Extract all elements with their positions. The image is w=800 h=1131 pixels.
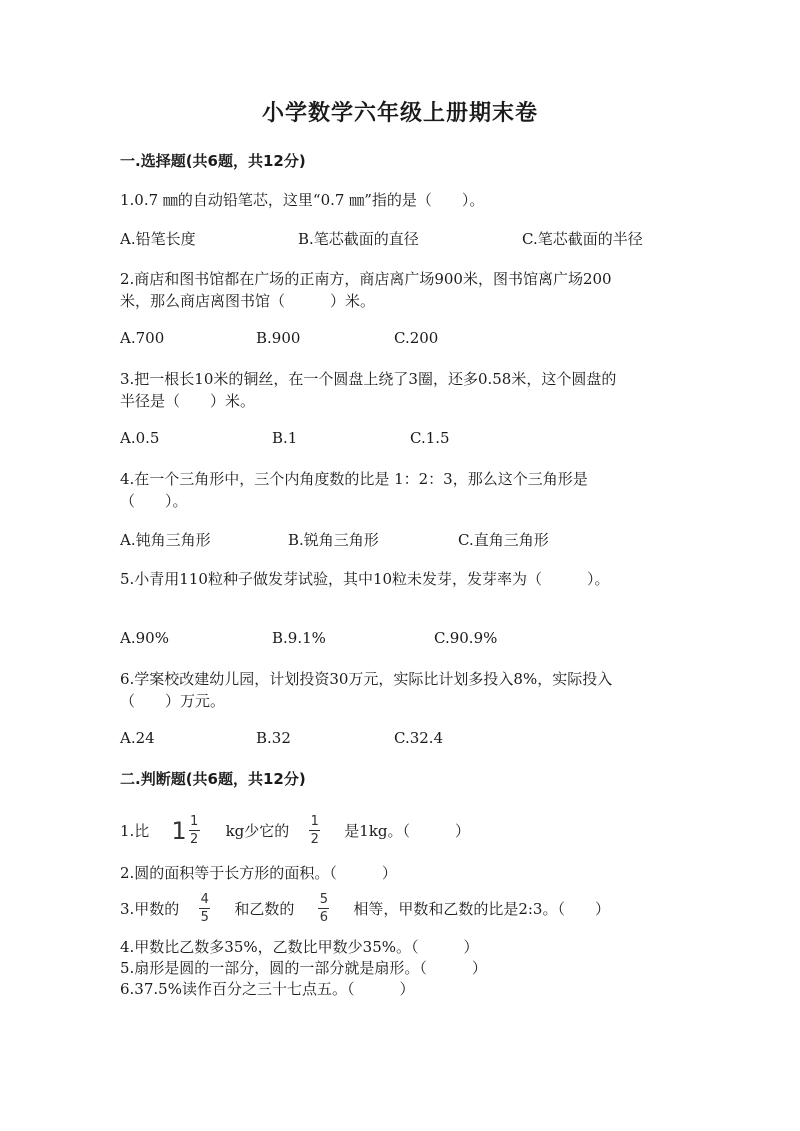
fraction-one-half-b bbox=[309, 814, 320, 847]
choice-q4-option-c: C.直角三角形 bbox=[458, 531, 549, 549]
choice-q3-text-line1: 3.把一根长10米的铜丝，在一个圆盘上绕了3圈，还多0.58米，这个圆盘的 bbox=[120, 370, 617, 388]
fraction-denominator: 5 bbox=[200, 910, 209, 925]
judge-q1-prefix: 1.比 bbox=[120, 822, 150, 840]
choice-q5-text: 5.小青用110粒种子做发芽试验，其中10粒未发芽，发芽率为（ ）。 bbox=[120, 570, 610, 588]
fraction-five-sixths bbox=[318, 892, 329, 925]
choice-q5-option-b: B.9.1% bbox=[272, 629, 326, 647]
choice-q2-text-line2: 米，那么商店离图书馆（ ）米。 bbox=[120, 292, 376, 310]
fraction-denominator: 6 bbox=[319, 910, 328, 925]
judge-q1 bbox=[120, 814, 470, 847]
judge-q3 bbox=[120, 892, 610, 925]
fraction-four-fifths bbox=[199, 892, 210, 925]
choice-q3-option-a: A.0.5 bbox=[120, 429, 160, 447]
judge-q4: 4.甲数比乙数多35%，乙数比甲数少35%。（ ） bbox=[120, 938, 479, 956]
judge-q6: 6.37.5%读作百分之三十七点五。（ ） bbox=[120, 980, 415, 998]
fraction-denominator: 2 bbox=[189, 832, 199, 847]
fraction-numerator: 1 bbox=[310, 814, 319, 829]
choice-q5-option-a: A.90% bbox=[120, 629, 169, 647]
fraction-bar bbox=[199, 908, 210, 909]
choice-q2-text-line1: 2.商店和图书馆都在广场的正南方，商店离广场900米，图书馆离广场200 bbox=[120, 270, 612, 288]
page-title: 小学数学六年级上册期末卷 bbox=[261, 101, 538, 126]
mixed-whole: 1 bbox=[171, 816, 187, 845]
fraction-denominator: 2 bbox=[310, 832, 319, 847]
choice-q1-option-a: A.铅笔长度 bbox=[120, 230, 196, 248]
fraction-bar bbox=[189, 830, 200, 831]
fraction-bar bbox=[309, 830, 320, 831]
judge-q2: 2.圆的面积等于长方形的面积。（ ） bbox=[120, 864, 397, 882]
judge-q3-suffix: 相等，甲数和乙数的比是2:3。（ ） bbox=[353, 900, 610, 918]
choice-q3-option-b: B.1 bbox=[272, 429, 298, 447]
choice-q2-option-b: B.900 bbox=[256, 329, 301, 347]
section-heading-judgement: 二.判断题(共6题，共12分) bbox=[120, 770, 306, 788]
mixed-number-one-and-half bbox=[171, 814, 199, 847]
choice-q2-option-a: A.700 bbox=[120, 329, 165, 347]
judge-q5: 5.扇形是圆的一部分，圆的一部分就是扇形。（ ） bbox=[120, 959, 487, 977]
fraction-numerator: 5 bbox=[319, 892, 328, 907]
choice-q3-option-c: C.1.5 bbox=[410, 429, 450, 447]
choice-q4-option-b: B.锐角三角形 bbox=[288, 531, 379, 549]
fraction-numerator: 1 bbox=[189, 814, 199, 829]
fraction-one-half-a bbox=[189, 814, 200, 847]
choice-q2-option-c: C.200 bbox=[394, 329, 439, 347]
choice-q6-text-line2: （ ）万元。 bbox=[120, 692, 226, 710]
choice-q1-text: 1.0.7 ㎜的自动铅笔芯，这里“0.7 ㎜”指的是（ ）。 bbox=[120, 191, 485, 209]
choice-q6-option-b: B.32 bbox=[256, 729, 291, 747]
choice-q6-option-c: C.32.4 bbox=[394, 729, 444, 747]
choice-q5-option-c: C.90.9% bbox=[434, 629, 498, 647]
judge-q1-suffix: 是1kg。（ ） bbox=[344, 822, 471, 840]
choice-q4-text-line1: 4.在一个三角形中，三个内角度数的比是 1：2：3，那么这个三角形是 bbox=[120, 470, 588, 488]
choice-q4-text-line2: （ ）。 bbox=[120, 492, 188, 510]
choice-q4-option-a: A.钝角三角形 bbox=[120, 531, 211, 549]
fraction-numerator: 4 bbox=[200, 892, 209, 907]
choice-q6-option-a: A.24 bbox=[120, 729, 155, 747]
section-heading-choice: 一.选择题(共6题，共12分) bbox=[120, 152, 306, 170]
judge-q1-mid: kg少它的 bbox=[225, 822, 290, 840]
judge-q3-mid: 和乙数的 bbox=[234, 900, 295, 918]
judge-q3-prefix: 3.甲数的 bbox=[120, 900, 180, 918]
choice-q1-option-c: C.笔芯截面的半径 bbox=[522, 230, 643, 248]
fraction-bar bbox=[318, 908, 329, 909]
choice-q3-text-line2: 半径是（ ）米。 bbox=[120, 392, 256, 410]
choice-q6-text-line1: 6.学案校改建幼儿园，计划投资30万元，实际比计划多投入8%，实际投入 bbox=[120, 670, 613, 688]
choice-q1-option-b: B.笔芯截面的直径 bbox=[298, 230, 419, 248]
